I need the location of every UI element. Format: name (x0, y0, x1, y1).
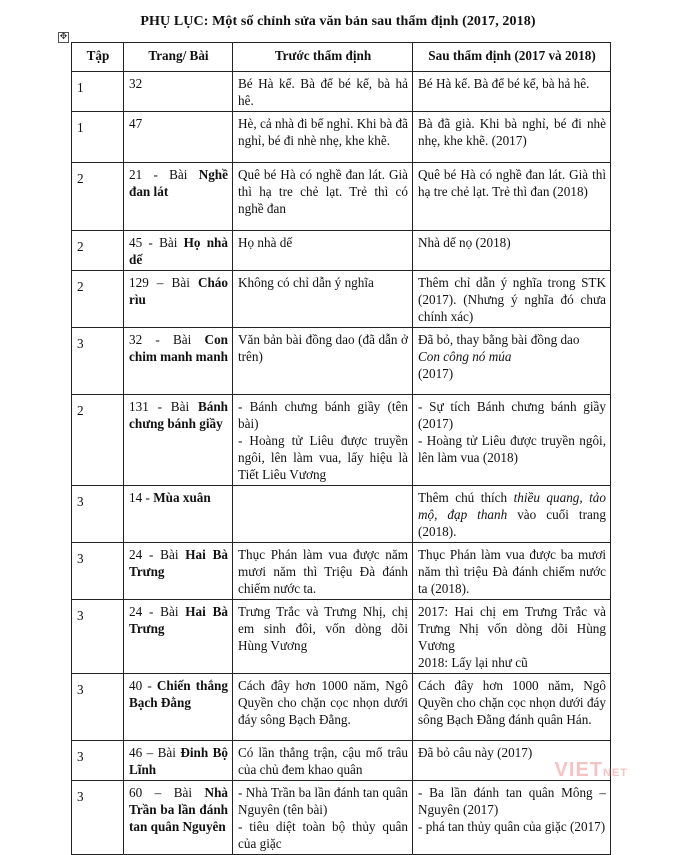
cell-tap: 2 (72, 395, 124, 486)
page-number: 40 - (129, 678, 157, 693)
header-sau: Sau thẩm định (2017 và 2018) (413, 43, 611, 72)
lesson-title: Hai Bà Trưng (129, 547, 228, 579)
cell-tap: 2 (72, 163, 124, 231)
table-row (72, 112, 611, 163)
cell-text: - Bánh chưng bánh giầy (tên bài) (238, 399, 408, 431)
lesson-title: Nhà Trần ba lần đánh tan quân Nguyên (129, 785, 228, 834)
cell-text: - tiêu diệt toàn bộ thủy quân của giặc (238, 819, 408, 851)
cell-tap: 2 (72, 231, 124, 271)
cell-tap: 3 (72, 741, 124, 781)
cell-trang-bai (124, 600, 233, 674)
cell-trang-bai (124, 741, 233, 781)
page-number: 32 (129, 76, 143, 91)
cell-after (413, 72, 611, 112)
cell-trang-bai (124, 163, 233, 231)
cell-text: Trưng Trắc và Trưng Nhị, chị em sinh đôi, vốn dòng dõi Hùng Vương (238, 604, 408, 653)
table-row (72, 543, 611, 600)
cell-text: vào cuối trang (2018). (418, 507, 606, 539)
cell-before (233, 163, 413, 231)
cell-text: Họ nhà dế (238, 235, 293, 250)
cell-before (233, 543, 413, 600)
cell-after (413, 112, 611, 163)
cell-before (233, 328, 413, 395)
cell-text: Bé Hà kể. Bà để bé kể, bà hả hê. (238, 76, 408, 108)
cell-trang-bai (124, 72, 233, 112)
cell-before (233, 271, 413, 328)
page-number: 129 – Bài (129, 275, 198, 290)
cell-text: Hè, cả nhà đi bể nghỉ. Khi bà đã nghỉ, bé đi nhè nhẹ, khe khẽ. (238, 116, 408, 148)
cell-text: - Hoàng tử Liêu được truyền ngôi, lên làm vua, lấy hiệu là Tiết Liêu Vương (238, 433, 408, 482)
cell-text: Quê bé Hà có nghề đan lát. Già thì hạ tre chẻ lạt. Trẻ thì có nghề đan (238, 167, 408, 216)
cell-after (413, 543, 611, 600)
cell-tap: 3 (72, 600, 124, 674)
cell-before (233, 781, 413, 855)
lesson-title: Mùa xuân (153, 490, 211, 505)
cell-text: Đã bỏ, thay bằng bài đồng dao (418, 332, 580, 347)
cell-text: - Ba lần đánh tan quân Mông – Nguyên (2017) (418, 785, 606, 817)
table-row (72, 271, 611, 328)
table-row (72, 231, 611, 271)
cell-tap: 2 (72, 271, 124, 328)
page-number: 24 - Bài (129, 547, 186, 562)
table-row (72, 600, 611, 674)
cell-text: (2017) (418, 366, 454, 381)
header-trang-bai: Trang/ Bài (124, 43, 233, 72)
document-title: PHỤ LỤC: Một số chỉnh sửa văn bản sau thẩm định (2017, 2018) (140, 14, 536, 29)
lesson-title: Cháo rìu (129, 275, 228, 307)
cell-text: - phá tan thủy quân của giặc (2017) (418, 819, 606, 834)
cell-before (233, 486, 413, 543)
cell-trang-bai (124, 271, 233, 328)
cell-tap: 3 (72, 674, 124, 741)
page-number: 47 (129, 116, 143, 131)
lesson-title: Nghề đan lát (129, 167, 228, 199)
page-number: 60 – Bài (129, 785, 205, 800)
page-number: 32 - Bài (129, 332, 205, 347)
cell-text: Có lần thắng trận, cậu mổ trâu của chủ đem khao quân (238, 745, 408, 777)
cell-trang-bai (124, 112, 233, 163)
cell-tap: 3 (72, 486, 124, 543)
cell-text: Nhà dế nọ (2018) (418, 235, 511, 250)
lesson-title: Hai Bà Trưng (129, 604, 228, 636)
cell-after (413, 271, 611, 328)
cell-after (413, 328, 611, 395)
table-row (72, 395, 611, 486)
table-header-row (72, 43, 611, 72)
cell-after (413, 486, 611, 543)
cell-text: Thục Phán làm vua được năm mươi năm thì Triệu Đà đánh chiếm nước ta. (238, 547, 408, 596)
cell-text: - Sự tích Bánh chưng bánh giầy (2017) (418, 399, 606, 431)
cell-text: - Hoàng tử Liêu được truyền ngôi, lên làm vua (2018) (418, 433, 606, 465)
table-row (72, 781, 611, 855)
watermark-logo: VIETNET (554, 759, 628, 781)
cell-trang-bai (124, 543, 233, 600)
cell-after (413, 600, 611, 674)
cell-text: Bé Hà kể. Bà để bé kể, bà hả hê. (418, 76, 590, 91)
move-anchor-icon[interactable]: ✥ (59, 32, 68, 42)
appendix-table (71, 42, 611, 855)
cell-text: Bà đã già. Khi bà nghỉ, bé đi nhè nhẹ, khe khẽ. (2017) (418, 116, 606, 148)
cell-text: Đã bỏ câu này (2017) (418, 745, 533, 760)
page-number: 14 - (129, 490, 154, 505)
cell-text: Con công nó múa (418, 349, 512, 364)
cell-after (413, 163, 611, 231)
cell-tap: 1 (72, 72, 124, 112)
cell-text: Văn bản bài đồng dao (đã dẫn ở trên) (238, 332, 408, 364)
cell-before (233, 231, 413, 271)
cell-text: Không có chỉ dẫn ý nghĩa (238, 275, 374, 290)
page-number: 21 - Bài (129, 167, 199, 182)
cell-trang-bai (124, 781, 233, 855)
cell-text: Cách đây hơn 1000 năm, Ngô Quyền cho chặn cọc nhọn dưới đáy sông Bạch Đằng. (238, 678, 408, 727)
header-truoc: Trước thẩm định (233, 43, 413, 72)
cell-trang-bai (124, 486, 233, 543)
cell-before (233, 112, 413, 163)
cell-text: 2018: Lấy lại như cũ (418, 655, 528, 670)
cell-trang-bai (124, 328, 233, 395)
table-row (72, 486, 611, 543)
cell-text: thiều quang, tảo mộ, đạp thanh (418, 490, 606, 522)
table-row (72, 72, 611, 112)
cell-after (413, 674, 611, 741)
cell-before (233, 72, 413, 112)
lesson-title: Đinh Bộ Lĩnh (129, 745, 228, 777)
cell-after (413, 231, 611, 271)
table-row (72, 741, 611, 781)
table-row (72, 328, 611, 395)
cell-text: Quê bé Hà có nghề đan lát. Già thì hạ tre chẻ lạt. Trẻ thì đan (2018) (418, 167, 606, 199)
page-number: 131 - Bài (129, 399, 198, 414)
cell-before (233, 600, 413, 674)
page-number: 45 - Bài (129, 235, 184, 250)
cell-text: Thêm chú thích (418, 490, 514, 505)
cell-before (233, 395, 413, 486)
cell-before (233, 674, 413, 741)
cell-before (233, 741, 413, 781)
header-tap: Tập (72, 43, 124, 72)
cell-trang-bai (124, 395, 233, 486)
cell-after (413, 781, 611, 855)
page-number: 46 – Bài (129, 745, 181, 760)
cell-tap: 3 (72, 328, 124, 395)
cell-trang-bai (124, 674, 233, 741)
cell-tap: 3 (72, 543, 124, 600)
cell-tap: 1 (72, 112, 124, 163)
table-row (72, 163, 611, 231)
lesson-title: Bánh chưng bánh giầy (129, 399, 228, 431)
cell-text: Thêm chỉ dẫn ý nghĩa trong STK (2017). (Nhưng ý nghĩa đó chưa chính xác) (418, 275, 606, 324)
cell-trang-bai (124, 231, 233, 271)
lesson-title: Con chim manh manh (129, 332, 228, 364)
cell-text: 2017: Hai chị em Trưng Trắc và Trưng Nhị vốn dòng dõi Hùng Vương (418, 604, 606, 653)
page-number: 24 - Bài (129, 604, 186, 619)
cell-after (413, 395, 611, 486)
lesson-title: Họ nhà dế (129, 235, 228, 267)
lesson-title: Chiến thắng Bạch Đằng (129, 678, 228, 710)
cell-text: Cách đây hơn 1000 năm, Ngô Quyền cho chặn cọc nhọn dưới đáy sông Bạch Đằng đánh quân Hán. (418, 678, 606, 727)
cell-text: Thục Phán làm vua được ba mươi năm thì triệu Đà đánh chiếm nước ta (2018). (418, 547, 606, 596)
table-row (72, 674, 611, 741)
cell-tap: 3 (72, 781, 124, 855)
cell-text: - Nhà Trần ba lần đánh tan quân Nguyên (tên bài) (238, 785, 408, 817)
